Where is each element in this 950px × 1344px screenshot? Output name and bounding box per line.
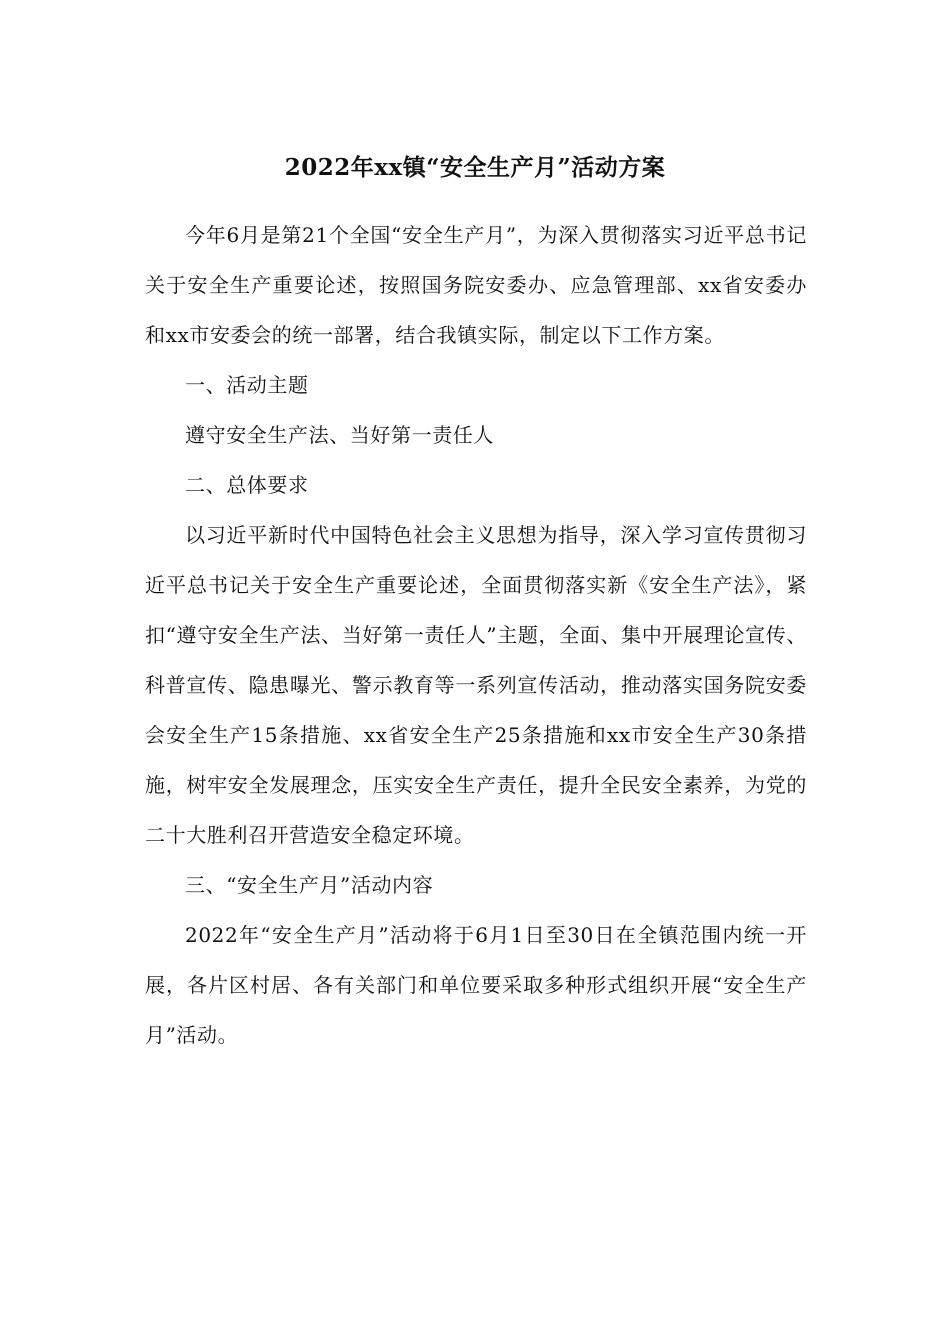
- section-heading-content: 三、“安全生产月”活动内容: [185, 873, 434, 897]
- requirements-paragraph: 以习近平新时代中国特色社会主义思想为指导，深入学习宣传贯彻习近平总书记关于安全生产重要论述，全面贯彻落实新《安全生产法》，紧扣“遵守安全生产法、当好第一责任人”主题，全面、集中开展理论宣传、科普宣传、隐患曝光、警示教育等一系列宣传活动，推动落实国务院安委会安全生产15条措施、xx省安全生产25条措施和xx市安全生产30条措施，树牢安全发展理念，压实安全生产责任，提升全民安全素养，为党的二十大胜利召开营造安全稳定环境。: [145, 523, 807, 847]
- document-title: 2022年xx镇“安全生产月”活动方案: [284, 154, 666, 181]
- intro-paragraph: 今年6月是第21个全国“安全生产月”，为深入贯彻落实习近平总书记关于安全生产重要论述，按照国务院安委办、应急管理部、xx省安委办和xx市安委会的统一部署，结合我镇实际，制定以下工作方案。: [145, 223, 807, 347]
- theme-statement: 遵守安全生产法、当好第一责任人: [185, 423, 494, 447]
- document-body: [145, 210, 807, 1060]
- section-heading-theme: 一、活动主题: [185, 373, 309, 397]
- content-paragraph: 2022年“安全生产月”活动将于6月1日至30日在全镇范围内统一开展，各片区村居、各有关部门和单位要采取多种形式组织开展“安全生产月”活动。: [145, 923, 807, 1047]
- section-heading-requirements: 二、总体要求: [185, 473, 309, 497]
